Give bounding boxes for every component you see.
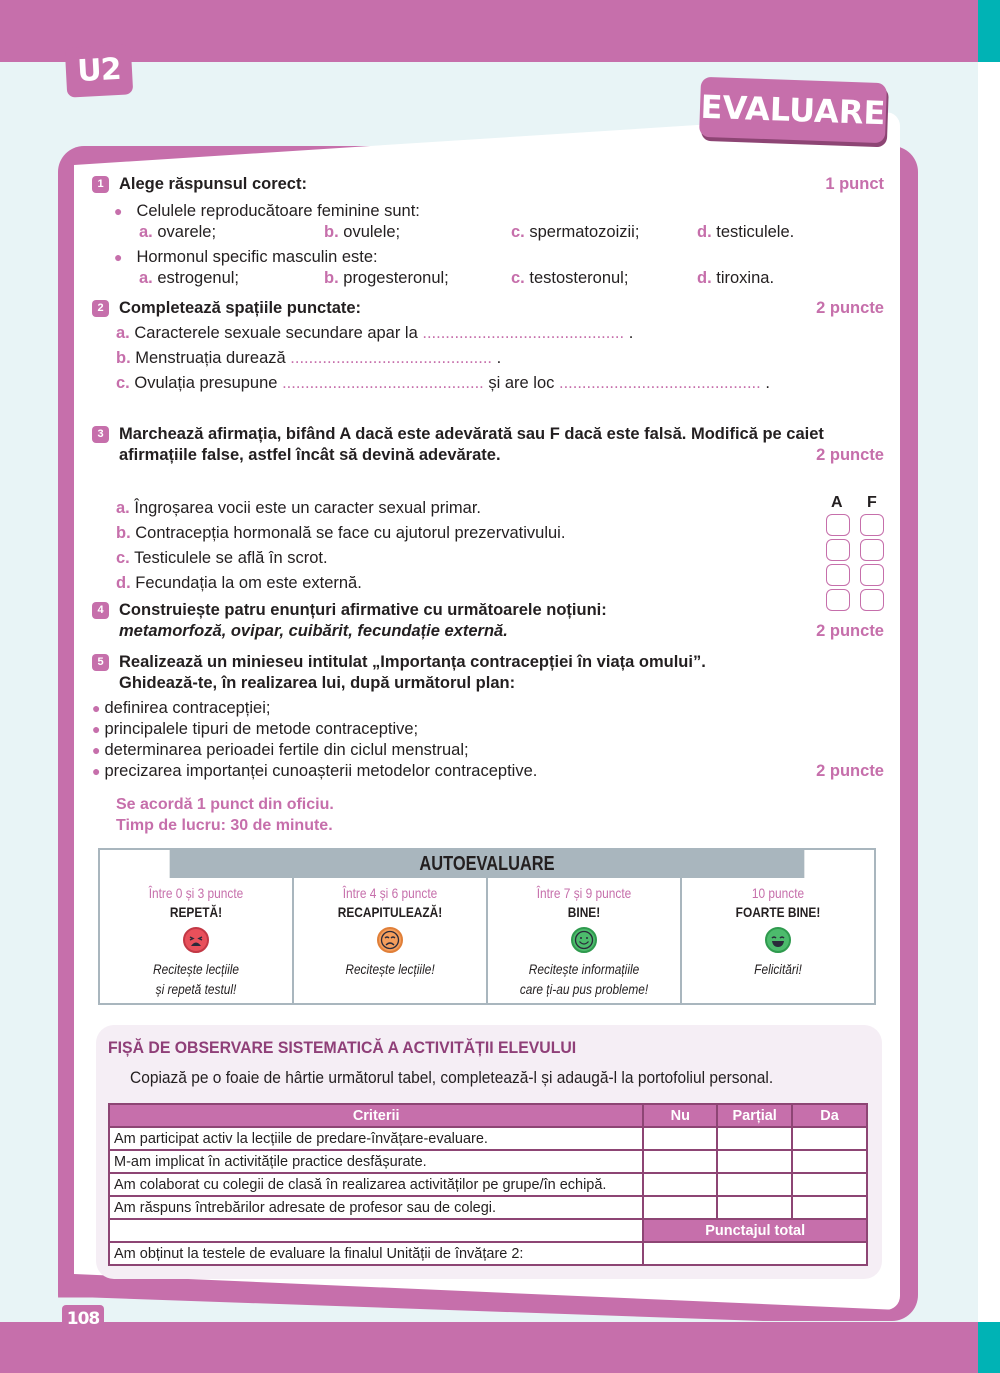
cell-no[interactable] — [643, 1150, 717, 1173]
cell-partial[interactable] — [717, 1196, 792, 1219]
level-10: 10 puncte FOARTE BINE! Felicitări! — [735, 885, 821, 977]
fill-in-item: c. Ovulația presupune ............................................ și are loc ............................................ . — [116, 374, 770, 392]
bullet-icon: ● — [92, 721, 101, 737]
statement-item: a. Îngroșarea vocii este un caracter sexual primar. — [116, 499, 482, 517]
col-false-header: F — [867, 494, 877, 511]
subquestion-prompt: ● Celulele reproducătoare feminine sunt: — [114, 202, 420, 220]
col-header-no: Nu — [643, 1104, 717, 1127]
option-a[interactable]: a. ovarele; — [139, 223, 217, 241]
fill-in-item: a. Caracterele sexuale secundare apar la ............................................ . — [116, 324, 634, 342]
crying-face-icon — [183, 927, 209, 953]
table-row: Am colaborat cu colegii de clasă în realizarea activităților pe grupe/în echipă. — [109, 1173, 867, 1196]
blank-field[interactable]: ............................................ — [282, 374, 484, 392]
option-a[interactable]: a. estrogenul; — [139, 269, 239, 287]
question-title: Realizează un minieseu intitulat „Importanța contracepției în viața omului”. — [119, 653, 706, 671]
plan-list — [92, 698, 884, 782]
question-2 — [92, 298, 884, 402]
section-badge: EVALUARE — [699, 77, 887, 143]
points-label: 2 puncte — [816, 762, 884, 780]
cell-yes[interactable] — [792, 1127, 867, 1150]
notions-list: metamorfoză, ovipar, cuibărit, fecundație externă. — [119, 622, 508, 640]
cell-partial[interactable] — [717, 1127, 792, 1150]
cell-yes[interactable] — [792, 1150, 867, 1173]
option-c[interactable]: c. testosteronul; — [511, 269, 629, 287]
option-c[interactable]: c. spermatozoizii; — [511, 223, 640, 241]
observation-title: FIȘĂ DE OBSERVARE SISTEMATICĂ A ACTIVITĂȚII ELEVULUI — [108, 1038, 577, 1057]
final-score-row: Am obținut la testele de evaluare la finalul Unității de învățare 2: — [109, 1242, 867, 1265]
question-4 — [92, 600, 884, 652]
bottom-teal-accent — [978, 1322, 1000, 1373]
question-title: Alege răspunsul corect: — [119, 175, 307, 193]
options-row — [92, 222, 884, 243]
question-title: Construiește patru enunțuri afirmative cu următoarele noțiuni: — [119, 601, 607, 619]
cell-no[interactable] — [643, 1196, 717, 1219]
plan-item: ● determinarea perioadei fertile din ciclul menstrual; — [92, 741, 469, 759]
level-0-3: Între 0 și 3 puncte REPETĂ! Recitește lecțiile și repetă testul! — [100, 878, 294, 1003]
total-header-row — [109, 1219, 867, 1242]
fill-in-item: b. Menstruația durează ............................................ . — [116, 349, 502, 367]
statement-list — [116, 498, 565, 598]
option-b[interactable]: b. progesteronul; — [324, 269, 449, 287]
checkbox-c-true[interactable] — [826, 564, 850, 586]
level-7-9: Între 7 și 9 puncte BINE! Recitește informațiile care ți-au pus probleme! — [488, 878, 682, 1003]
blank-field[interactable]: ............................................ — [559, 374, 761, 392]
bullet-icon: ● — [92, 763, 101, 779]
cell-partial[interactable] — [717, 1150, 792, 1173]
total-score-label: Punctajul total — [643, 1219, 867, 1242]
bullet-icon: ● — [114, 249, 123, 265]
question-number-badge: 5 — [92, 654, 109, 671]
question-number-badge: 2 — [92, 300, 109, 317]
statement-item: b. Contracepția hormonală se face cu ajutorul prezervativului. — [116, 524, 566, 542]
table-row: M-am implicat în activitățile practice desfășurate. — [109, 1150, 867, 1173]
points-label: 1 punct — [825, 175, 884, 193]
question-5: 5 Realizează un minieseu intitulat „Importanța contracepției în viața omului”. Ghidează-te, în realizarea lui, după următorul plan: ● definirea contracepției; ● principalele tipuri de metode contraceptive; ● determinarea perioadei fertile din ciclul menstrual; ● precizarea importanței cunoașterii metodelor contraceptive. 2 puncte — [92, 653, 884, 780]
cell-yes[interactable] — [792, 1196, 867, 1219]
total-score-cell[interactable] — [643, 1242, 867, 1265]
observation-sheet — [96, 1025, 882, 1279]
options-row — [92, 268, 884, 289]
question-title: Marchează afirmația, bifând A dacă este adevărată sau F dacă este falsă. Modifică pe caiet — [119, 425, 824, 443]
checkbox-c-false[interactable] — [860, 564, 884, 586]
checkbox-a-true[interactable] — [826, 514, 850, 536]
top-band — [0, 0, 978, 62]
observation-instruction: Copiază pe o foaie de hârtie următorul tabel, completează-l și adaugă-l la portofoliul personal. — [130, 1069, 774, 1087]
blank-field[interactable]: ............................................ — [422, 324, 625, 342]
blank-field[interactable]: ............................................ — [290, 349, 492, 367]
checkbox-b-false[interactable] — [860, 539, 884, 561]
plan-item: ● definirea contracepției; — [92, 699, 271, 717]
statement-item: c. Testiculele se află în scrot. — [116, 549, 328, 567]
level-4-6: Între 4 și 6 puncte RECAPITULEAZĂ! Recitește lecțiile! — [294, 878, 488, 1003]
table-row: Am răspuns întrebărilor adresate de profesor sau de colegi. — [109, 1196, 867, 1219]
question-1 — [92, 174, 884, 298]
bonus-note: Se acordă 1 punct din oficiu. — [116, 796, 334, 813]
checkbox-b-true[interactable] — [826, 539, 850, 561]
option-d[interactable]: d. tiroxina. — [697, 269, 775, 287]
bullet-icon: ● — [92, 742, 101, 758]
sad-face-icon — [377, 927, 403, 953]
points-label: 2 puncte — [816, 622, 884, 640]
bullet-icon: ● — [92, 700, 101, 716]
col-true-header: A — [831, 494, 843, 511]
cell-partial[interactable] — [717, 1173, 792, 1196]
col-header-yes: Da — [792, 1104, 867, 1127]
unit-tab: U2 — [65, 44, 134, 97]
table-row: Am participat activ la lecțiile de predare-învățare-evaluare. — [109, 1127, 867, 1150]
criteria-table — [108, 1103, 868, 1266]
question-3: 3 Marchează afirmația, bifând A dacă este adevărată sau F dacă este falsă. Modifică pe caiet afirmațiile false, astfel încât să devină adevărate. 2 puncte A F a. Îngroșarea vocii este un caracter sexual primar. b. Contracepția hormonală se face cu ajutorul prezervativului. c. Testiculele se află în scrot. d. Fecundația la om este externă. — [92, 424, 884, 600]
table-header-row — [109, 1104, 867, 1127]
questions-area — [92, 174, 884, 836]
question-number-badge: 3 — [92, 426, 109, 443]
subquestion-prompt: ● Hormonul specific masculin este: — [114, 248, 378, 266]
checkbox-a-false[interactable] — [860, 514, 884, 536]
laughing-face-icon — [765, 927, 791, 953]
plan-item: ● precizarea importanței cunoașterii metodelor contraceptive. 2 puncte — [92, 762, 884, 780]
self-assessment-title: AUTOEVALUARE — [170, 850, 805, 878]
question-number-badge: 4 — [92, 602, 109, 619]
question-number-badge: 1 — [92, 176, 109, 193]
statement-item: d. Fecundația la om este externă. — [116, 574, 362, 592]
col-header-criteria: Criterii — [109, 1104, 643, 1127]
cell-no[interactable] — [643, 1173, 717, 1196]
exam-notes — [92, 794, 884, 836]
col-header-partial: Parțial — [717, 1104, 792, 1127]
time-note: Timp de lucru: 30 de minute. — [116, 817, 333, 834]
page-number: 108 — [62, 1305, 104, 1335]
top-teal-accent — [978, 0, 1000, 62]
plan-item: ● principalele tipuri de metode contraceptive; — [92, 720, 419, 738]
option-b[interactable]: b. ovulele; — [324, 223, 401, 241]
cell-no[interactable] — [643, 1127, 717, 1150]
option-d[interactable]: d. testiculele. — [697, 223, 795, 241]
points-label: 2 puncte — [816, 446, 884, 464]
question-title: Completează spațiile punctate: — [119, 299, 362, 317]
bullet-icon: ● — [114, 203, 123, 219]
right-margin-strip — [978, 62, 1000, 1324]
bottom-band — [0, 1322, 978, 1373]
points-label: 2 puncte — [816, 299, 884, 317]
cell-yes[interactable] — [792, 1173, 867, 1196]
self-assessment-table — [98, 848, 876, 1005]
smiling-face-icon — [571, 927, 597, 953]
